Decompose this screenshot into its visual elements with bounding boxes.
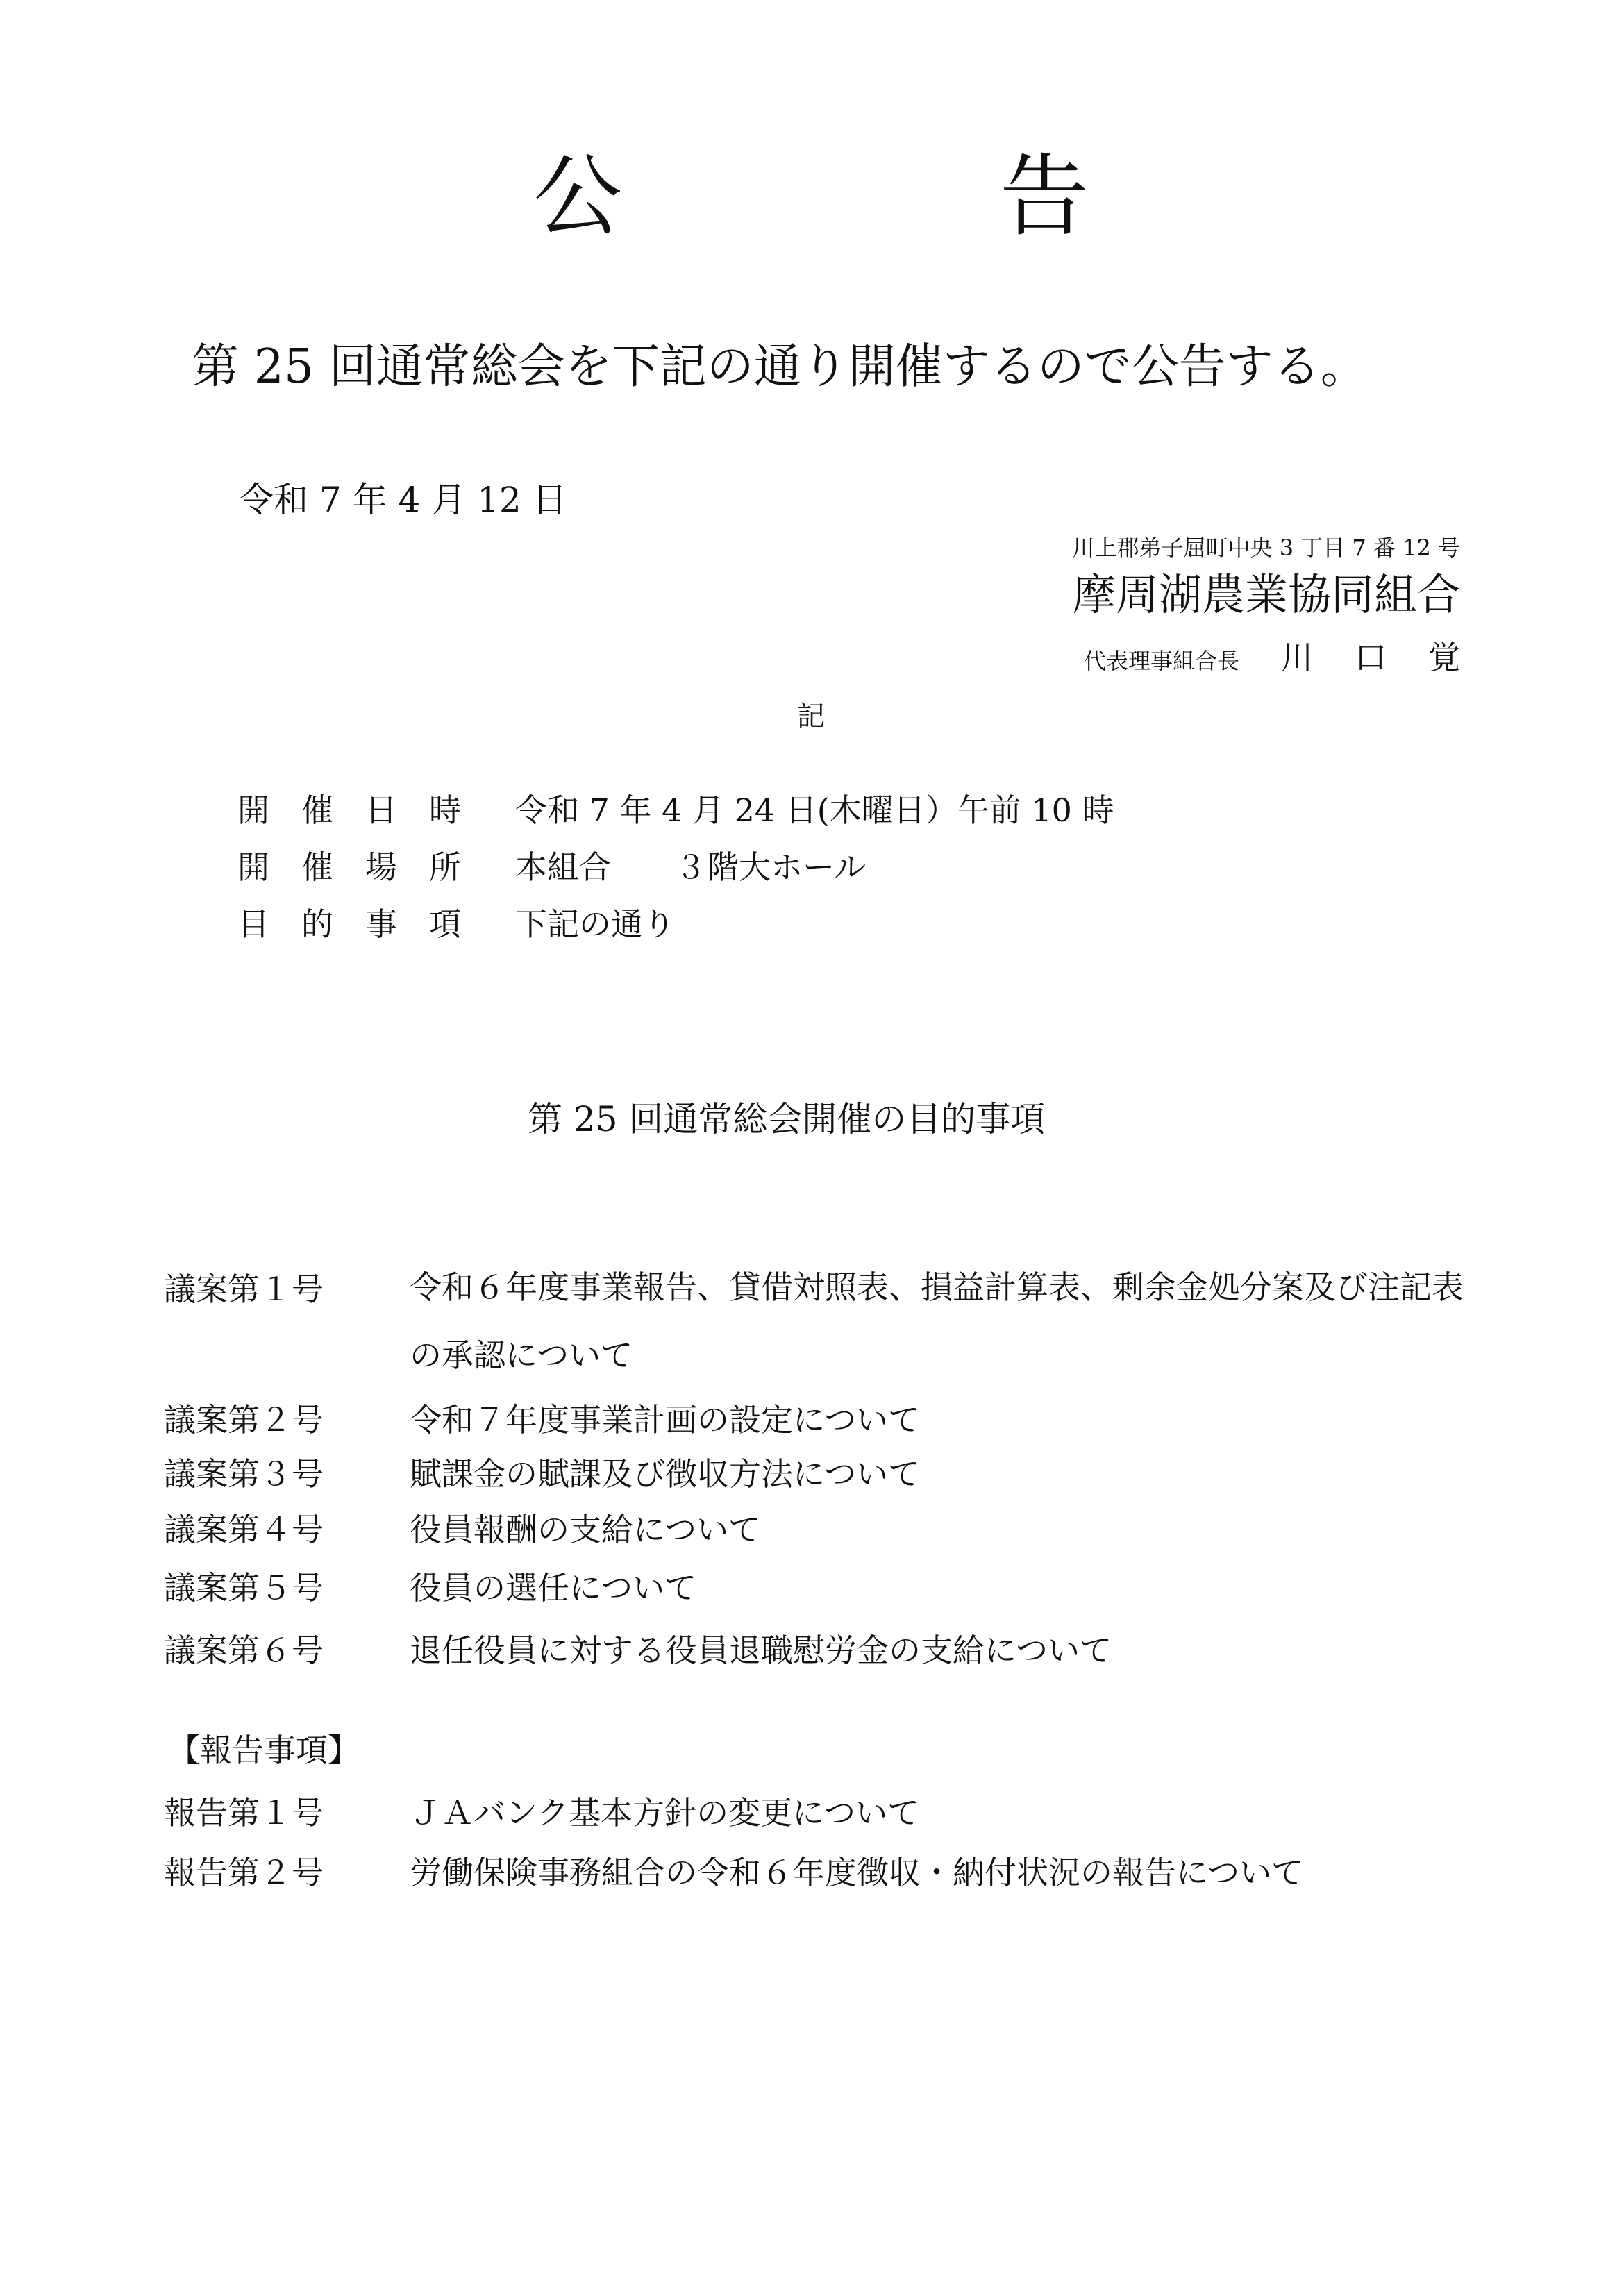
agenda-heading: 第 25 回通常総会開催の目的事項: [528, 1099, 1046, 1139]
meeting-value: 下記の通り: [515, 905, 675, 943]
agenda-item-number: 議案第３号: [164, 1455, 324, 1493]
agenda-item: [164, 1632, 1493, 1670]
representative-name: 川口覚: [1281, 639, 1502, 676]
agenda-item: [164, 1401, 1493, 1439]
agenda-item-number: 議案第２号: [164, 1401, 324, 1439]
meeting-row-venue: [237, 848, 866, 887]
report-item-number: 報告第２号: [164, 1854, 324, 1891]
meeting-label: 開催場所: [237, 848, 493, 886]
agenda-item-number: 議案第４号: [164, 1511, 324, 1548]
issue-date: 令和 7 年 4 月 12 日: [239, 480, 567, 520]
agenda-item-text: 令和７年度事業計画の設定について: [410, 1401, 921, 1439]
title-char-1: 公: [533, 145, 623, 249]
report-item-text: ＪＡバンク基本方針の変更について: [410, 1794, 920, 1832]
agenda-item-text: 役員報酬の支給について: [410, 1511, 761, 1548]
title-char-2: 告: [1000, 145, 1089, 249]
agenda-item-number: 議案第１号: [164, 1271, 324, 1308]
meeting-label: 目的事項: [237, 905, 493, 943]
report-item: [164, 1794, 1493, 1832]
report-item-number: 報告第１号: [164, 1794, 324, 1832]
meeting-value: 令和 7 年 4 月 24 日(木曜日）午前 10 時: [515, 791, 1114, 829]
agenda-item-number: 議案第６号: [164, 1632, 324, 1669]
ki-marker: 記: [797, 701, 825, 732]
issuer-representative: [1083, 639, 1502, 677]
meeting-row-purpose: [237, 905, 675, 944]
agenda-item-text: 役員の選任について: [410, 1569, 697, 1607]
agenda-item-text: 令和６年度事業報告、貸借対照表、損益計算表、剰余金処分案及び注記表の承認について: [410, 1268, 1464, 1374]
agenda-item: [164, 1511, 1493, 1549]
representative-title: 代表理事組合長: [1083, 648, 1239, 674]
meeting-value: 本組合 ３階大ホール: [515, 848, 867, 886]
agenda-item: [164, 1569, 1493, 1607]
reports-heading: 【報告事項】: [168, 1732, 360, 1769]
issuer-address: 川上郡弟子屈町中央 3 丁目 7 番 12 号: [1072, 535, 1460, 561]
agenda-item: [164, 1455, 1493, 1493]
announcement-lead: 第 25 回通常総会を下記の通り開催するので公告する。: [192, 340, 1368, 394]
agenda-item-text: 退任役員に対する役員退職慰労金の支給について: [410, 1632, 1112, 1669]
agenda-item: [164, 1268, 1493, 1389]
issuer-organization: 摩周湖農業協同組合: [1072, 569, 1460, 620]
agenda-item-text: 賦課金の賦課及び徴収方法について: [410, 1455, 921, 1493]
report-item: [164, 1854, 1493, 1892]
meeting-label: 開催日時: [237, 791, 493, 829]
report-item-text: 労働保険事務組合の令和６年度徴収・納付状況の報告について: [410, 1854, 1304, 1891]
meeting-row-datetime: [237, 791, 1114, 830]
agenda-item-number: 議案第５号: [164, 1569, 324, 1607]
